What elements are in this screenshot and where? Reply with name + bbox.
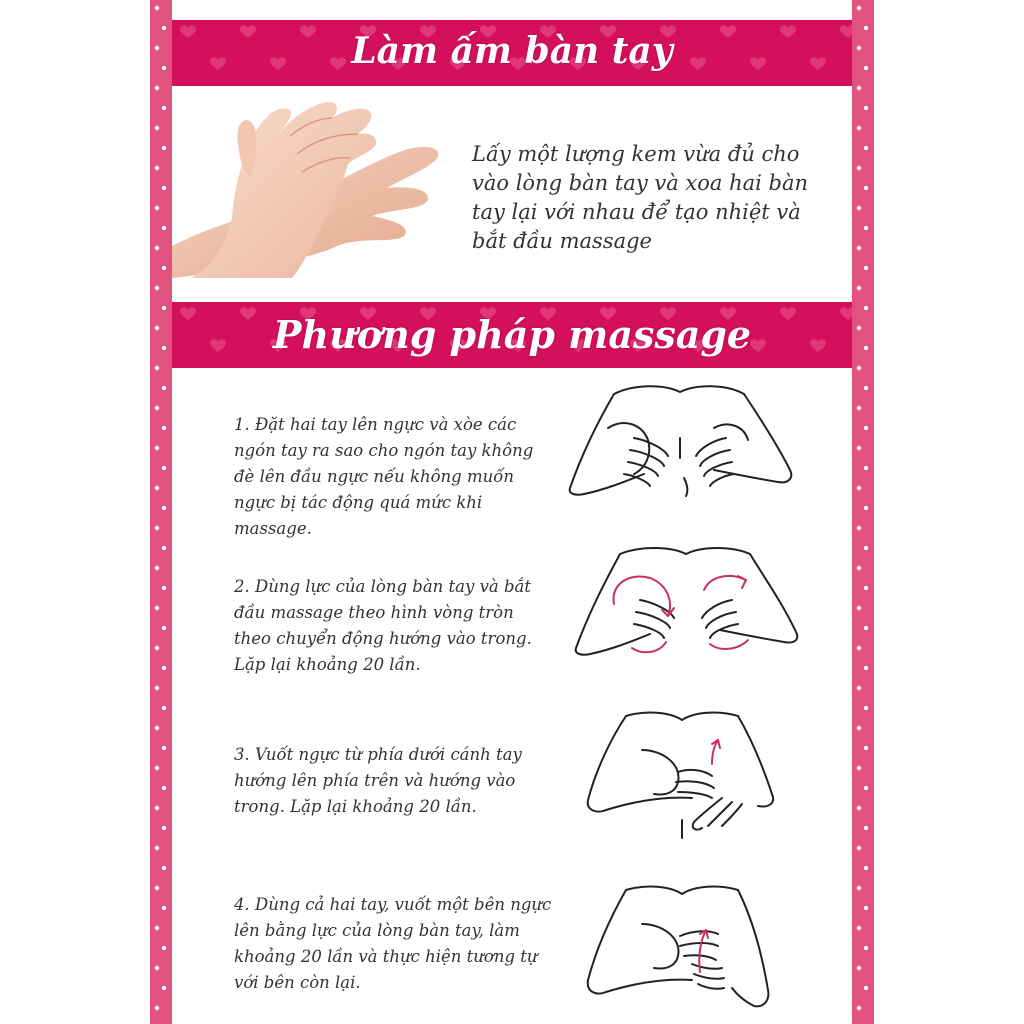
step-1-text: 1. Đặt hai tay lên ngực và xòe các ngón tay ra sao cho ngón tay không đè lên đầu ngực nếu không muốn ngực bị tác động quá mức khi massage. <box>234 415 534 538</box>
poster-page <box>172 0 852 1024</box>
section-title: Phương pháp massage <box>272 312 752 357</box>
step-3-text: 3. Vuốt ngực từ phía dưới cánh tay hướng lên phía trên và hướng vào trong. Lặp lại khoảng 20 lần. <box>234 745 522 816</box>
left-polka-border <box>150 0 172 1024</box>
upward-stroke-illustration <box>582 710 782 840</box>
clapping-hands-photo <box>172 96 442 278</box>
two-hand-lift-illustration <box>582 884 782 1018</box>
step-2-text: 2. Dùng lực của lòng bàn tay và bắt đầu massage theo hình vòng tròn theo chuyển động hướng vào trong. Lặp lại khoảng 20 lần. <box>234 577 532 674</box>
right-polka-border <box>852 0 874 1024</box>
step-4-text: 4. Dùng cả hai tay, vuốt một bên ngực lên bằng lực của lòng bàn tay, làm khoảng 20 lần và thực hiện tương tự với bên còn lại. <box>234 895 552 992</box>
massage-method-banner <box>172 302 852 368</box>
warm-hands-banner <box>172 20 852 86</box>
hands-on-chest-illustration <box>564 378 796 502</box>
circular-massage-illustration <box>570 544 802 668</box>
section-title: Làm ấm bàn tay <box>351 30 673 72</box>
warm-hands-instruction: Lấy một lượng kem vừa đủ cho vào lòng bàn tay và xoa hai bàn tay lại với nhau để tạo nhiệt và bắt đầu massage <box>472 142 809 253</box>
